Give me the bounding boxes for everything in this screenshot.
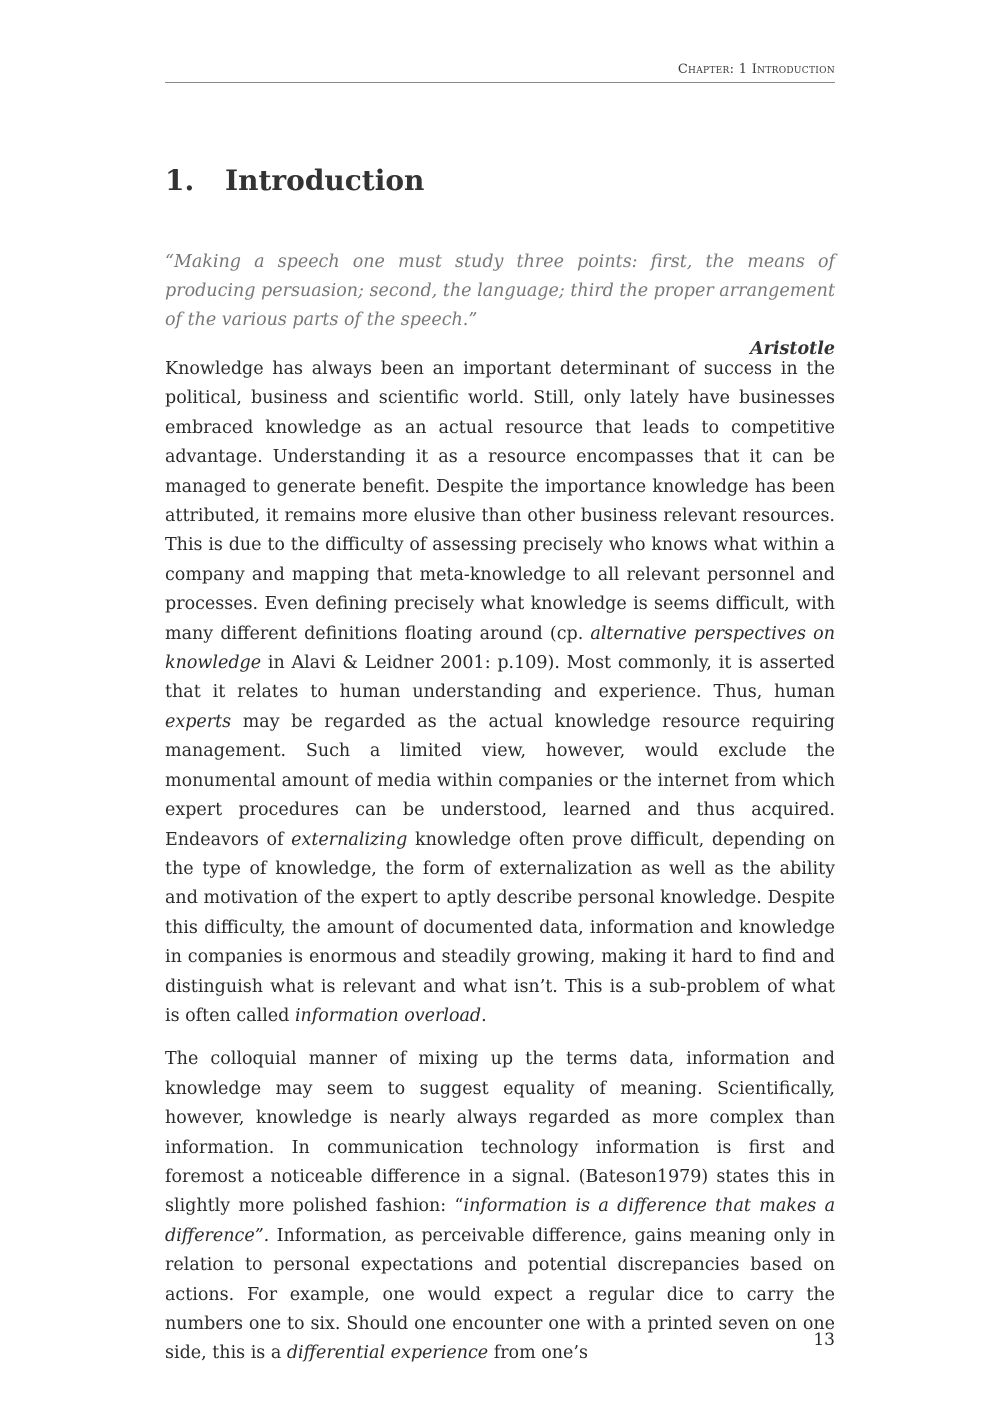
text-segment: in Alavi & Leidner 2001: p.109). Most commonly, it is asserted that it relates to human understanding and experience. Thus, human — [165, 653, 835, 703]
text-segment: knowledge often prove difficult, depending on the type of knowledge, the form of externalization as well as the ability and motivation of the expert to aptly describe personal knowledge. Despite this difficulty, the amount of documented data, information and knowledge in companies is enormous and steadily growing, making it hard to find and distinguish what is relevant and what isn’t. This is a sub-problem of what is often called — [165, 829, 835, 1026]
text-segment-italic: alternative perspectives on knowledge — [165, 623, 835, 674]
paragraph — [165, 1045, 835, 1368]
epigraph-author: Aristotle — [750, 339, 835, 359]
text-segment-italic: information is a difference that makes a difference”. — [165, 1196, 835, 1246]
chapter-title — [165, 164, 424, 197]
paragraph — [165, 355, 835, 1031]
text-segment: Information, as perceivable difference, gains meaning only in relation to personal expectations and potential discrepancies based on actions. For example, one would expect a regular dice to carry the numbers one to six. Should one encounter one with a printed seven on one side, this is a — [165, 1225, 835, 1364]
text-segment: Knowledge has always been an important determinant of success in the political, business and scientific world. Still, only lately have businesses embraced knowledge as an actual resource that leads to competitive advantage. Understanding it as a resource encompasses that it can be managed to generate benefit. Despite the importance knowledge has been attributed, it remains more elusive than other business relevant resources. This is due to the difficulty of assessing precisely who knows what within a company and mapping that meta-knowledge to all relevant personnel and processes. Even defining precisely what knowledge is seems difficult, with many different definitions floating around (cp. — [165, 359, 835, 644]
text-segment: The colloquial manner of mixing up the terms data, information and knowledge may seem to suggest equality of meaning. Scientifically, however, knowledge is nearly always regarded as more complex than information. In communication technology information is first and foremost a noticeable difference in a signal. (Bateson1979) states this in slightly more polished fashion: “ — [165, 1049, 835, 1217]
text-segment-italic: information overload — [294, 1005, 482, 1026]
page-number: 13 — [813, 1330, 835, 1350]
epigraph — [165, 248, 835, 364]
epigraph-quote: “Making a speech one must study three points: first, the means of producing persuasion; second, the language; third the proper arrangement of the various parts of the speech.” — [165, 252, 835, 330]
body-text — [165, 355, 835, 1383]
chapter-title-text: Introduction — [225, 164, 425, 197]
text-segment: may be regarded as the actual knowledge resource requiring management. Such a limited view, however, would exclude the monumental amount of media within companies or the internet from which expert procedures can be understood, learned and thus acquired. Endeavors of — [165, 711, 835, 850]
running-head: Chapter: 1 Introduction — [677, 62, 835, 77]
text-segment: . — [481, 1005, 487, 1026]
text-segment: from one’s — [488, 1343, 588, 1364]
text-segment-italic: differential experience — [286, 1343, 489, 1364]
text-segment-italic: experts — [165, 711, 232, 732]
page-header — [165, 60, 835, 83]
text-segment-italic: externalizing — [291, 829, 408, 850]
chapter-number: 1. — [165, 164, 195, 197]
